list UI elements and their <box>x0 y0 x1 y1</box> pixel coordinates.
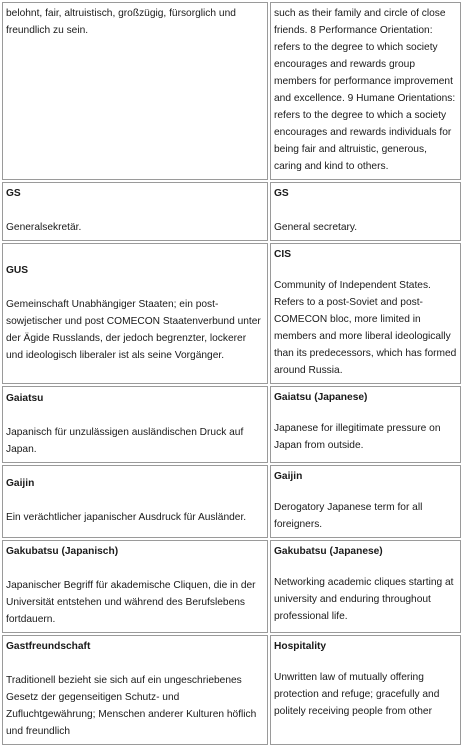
english-cell <box>270 386 461 463</box>
glossary-row <box>2 182 461 241</box>
german-definition: Gemeinschaft Unabhängiger Staaten; ein post-sowjetischer und post COMECON Staatenverbund unter der Ägide Russlands, der jedoch begrenzter, lockerer und ideologisch liberaler ist als seine Vorgänger. <box>6 298 261 361</box>
german-term: Gakubatsu (Japanisch) <box>6 546 119 557</box>
german-cell <box>2 386 268 463</box>
glossary-row <box>2 243 461 384</box>
english-cell <box>270 635 461 745</box>
glossary-row <box>2 2 461 180</box>
english-definition: Japanese for illegitimate pressure on Japan from outside. <box>274 423 441 451</box>
english-term: Hospitality <box>274 641 327 652</box>
german-cell <box>2 635 268 745</box>
english-cell <box>270 243 461 384</box>
english-cell <box>270 2 461 180</box>
english-definition: General secretary. <box>274 222 358 233</box>
german-cell <box>2 465 268 538</box>
german-cell <box>2 2 268 180</box>
english-cell <box>270 540 461 633</box>
german-term: GUS <box>6 264 29 276</box>
english-definition: Derogatory Japanese term for all foreigners. <box>274 502 423 530</box>
german-term: Gastfreundschaft <box>6 641 91 652</box>
glossary-row <box>2 635 461 745</box>
glossary-row <box>2 465 461 538</box>
german-term: Gaijin <box>6 478 35 489</box>
english-definition: such as their family and circle of close friends. 8 Performance Orientation: refers to the degree to which society encourages and rewards group members for performance improvement and excellence. 9 Humane Orientations: refers to the degree to which a society encourages and rewards individuals for being fair and altruistic, generous, caring and kind to others. <box>274 8 456 172</box>
english-term: Gaijin <box>274 471 303 482</box>
english-term: Gaiatsu (Japanese) <box>274 392 368 403</box>
glossary-row <box>2 540 461 633</box>
german-cell <box>2 540 268 633</box>
german-definition: Japanisch für unzulässigen ausländischen Druck auf Japan. <box>6 426 244 455</box>
english-definition: Community of Independent States. Refers to a post-Soviet and post-COMECON bloc, more limited in members and more liberal ideologically than its predecessors, which has formed around Russia. <box>274 280 457 376</box>
english-term: GS <box>274 188 289 199</box>
german-term: GS <box>6 188 21 199</box>
english-cell <box>270 465 461 538</box>
german-definition: Ein verächtlicher japanischer Ausdruck für Ausländer. <box>6 512 247 523</box>
german-definition: Generalsekretär. <box>6 222 82 233</box>
german-definition: Traditionell bezieht sie sich auf ein ungeschriebenes Gesetz der gegenseitigen Schutz- und Zufluchtgewährung; Menschen anderer Kulturen höflich und freundlich <box>6 675 257 737</box>
german-cell <box>2 182 268 241</box>
english-term: CIS <box>274 249 291 260</box>
german-definition: belohnt, fair, altruistisch, großzügig, fürsorglich und freundlich zu sein. <box>6 8 236 36</box>
english-term: Gakubatsu (Japanese) <box>274 546 383 557</box>
english-definition: Unwritten law of mutually offering protection and refuge; gracefully and politely receiving people from other <box>274 672 440 717</box>
english-definition: Networking academic cliques starting at university and enduring throughout professional life. <box>274 577 454 622</box>
german-cell <box>2 243 268 384</box>
english-cell <box>270 182 461 241</box>
german-term: Gaiatsu <box>6 392 44 404</box>
glossary-row <box>2 386 461 463</box>
german-definition: Japanischer Begriff für akademische Cliquen, die in der Universität entstehen und während des Berufslebens fortdauern. <box>6 580 256 625</box>
